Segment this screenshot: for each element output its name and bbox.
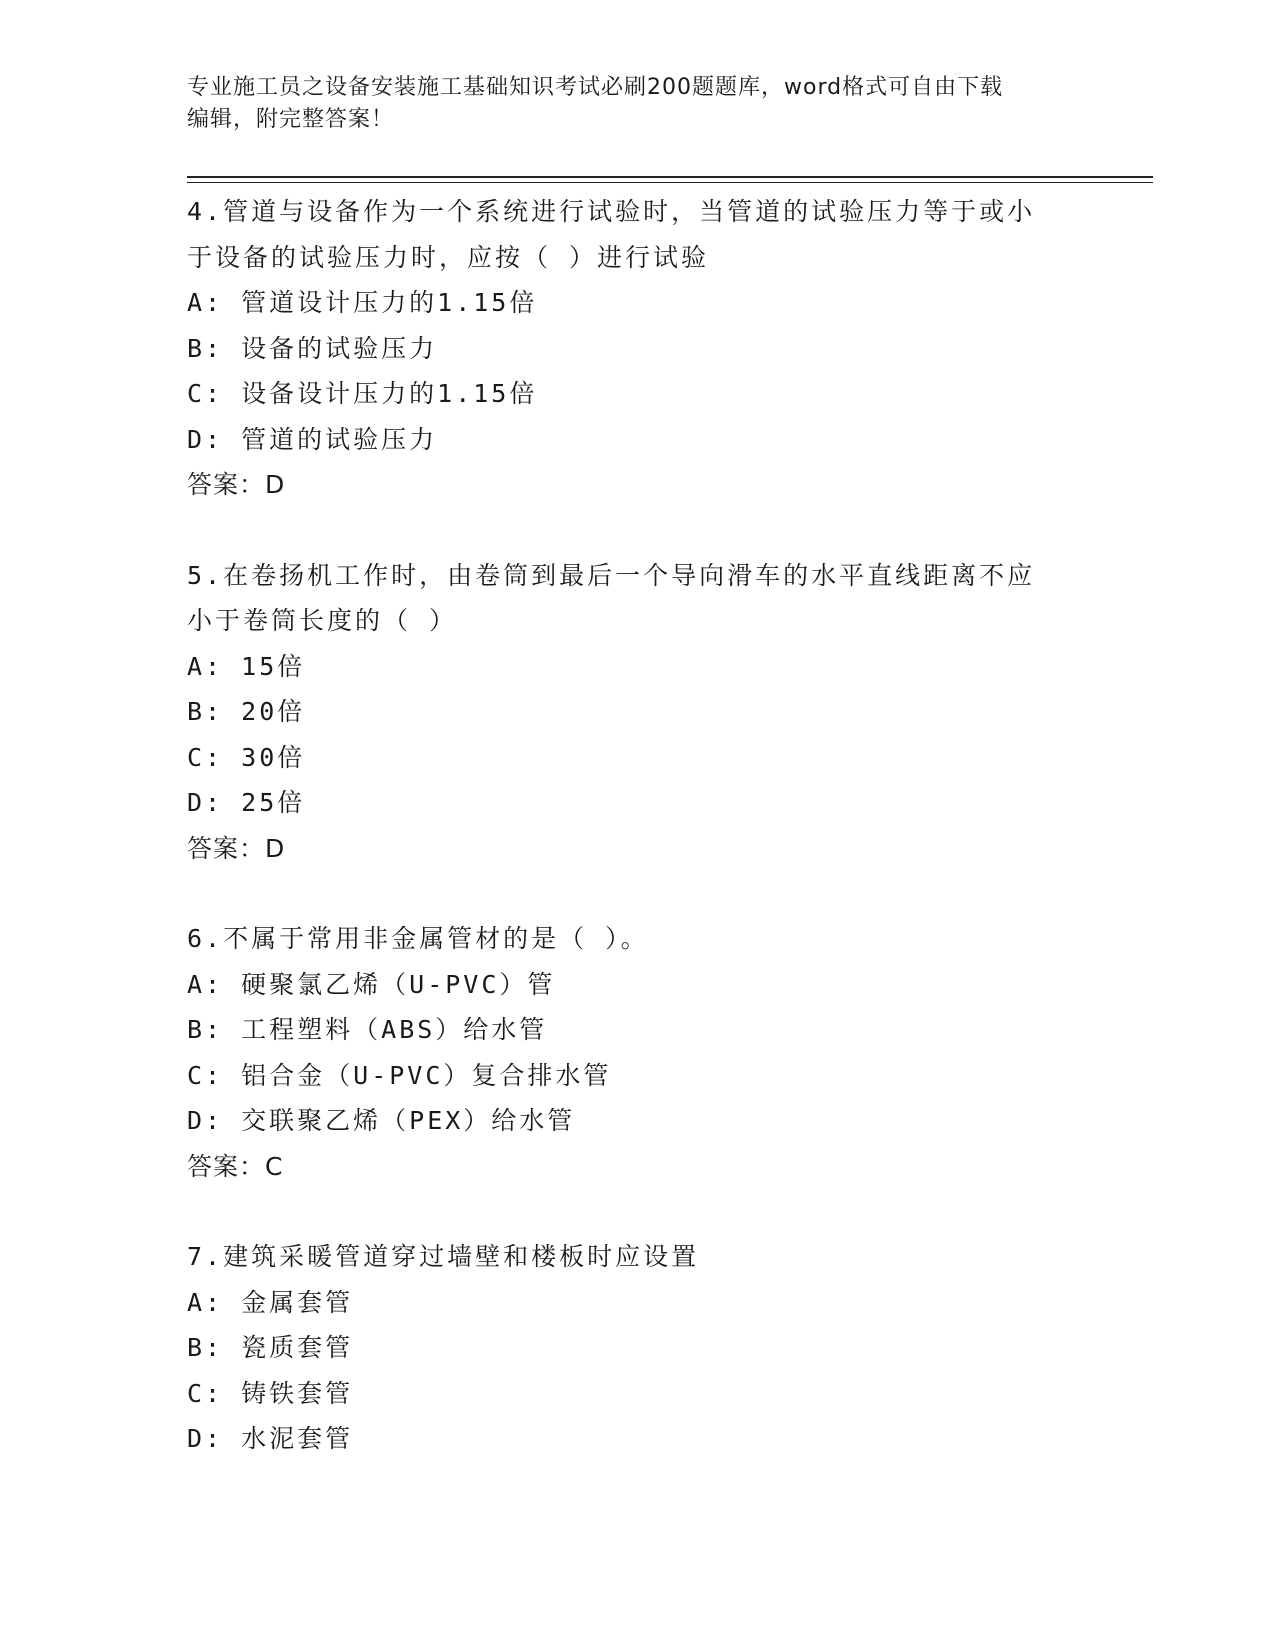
- question-list: [187, 189, 1067, 1507]
- answer-line: 答案：C: [187, 1151, 284, 1181]
- option-a: A: 15倍: [187, 651, 306, 681]
- header-divider-thin: [187, 182, 1153, 183]
- option-c: C: 30倍: [187, 742, 306, 772]
- option-d: D: 水泥套管: [187, 1424, 354, 1453]
- header-title-line-2: 编辑，附完整答案！: [187, 107, 395, 132]
- question-7: [187, 1234, 1067, 1462]
- option-c: C: 设备设计压力的1.15倍: [187, 379, 538, 408]
- option-d: D: 25倍: [187, 788, 306, 817]
- option-d: D: 管道的试验压力: [187, 424, 438, 454]
- option-c: C: 铸铁套管: [187, 1378, 354, 1408]
- option-d: D: 交联聚乙烯（PEX）给水管: [187, 1106, 576, 1135]
- question-5: [187, 553, 1067, 872]
- question-4: [187, 189, 1067, 508]
- option-b: B: 瓷质套管: [187, 1333, 354, 1362]
- option-a: A: 金属套管: [187, 1287, 354, 1317]
- answer-line: 答案：D: [187, 833, 286, 863]
- option-a: A: 硬聚氯乙烯（U-PVC）管: [187, 969, 556, 999]
- header-title-line-1: 专业施工员之设备安装施工基础知识考试必刷200题题库，word格式可自由下载: [187, 75, 1004, 100]
- question-stem-line: 4.管道与设备作为一个系统进行试验时，当管道的试验压力等于或小: [187, 197, 1036, 226]
- option-c: C: 铝合金（U-PVC）复合排水管: [187, 1060, 612, 1090]
- question-stem-line: 6.不属于常用非金属管材的是（ ）。: [187, 924, 649, 953]
- answer-line: 答案：D: [187, 470, 286, 499]
- document-header: [187, 72, 1067, 136]
- question-stem-line: 5.在卷扬机工作时，由卷筒到最后一个导向滑车的水平直线距离不应: [187, 560, 1036, 590]
- question-6: [187, 916, 1067, 1189]
- question-stem-line: 于设备的试验压力时，应按（ ）进行试验: [187, 242, 710, 272]
- option-b: B: 工程塑料（ABS）给水管: [187, 1015, 548, 1044]
- question-stem-line: 7.建筑采暖管道穿过墙壁和楼板时应设置: [187, 1242, 700, 1271]
- option-a: A: 管道设计压力的1.15倍: [187, 288, 538, 317]
- option-b: B: 设备的试验压力: [187, 333, 438, 363]
- header-divider-thick: [187, 176, 1153, 178]
- question-stem-line: 小于卷筒长度的（ ）: [187, 606, 458, 635]
- option-b: B: 20倍: [187, 697, 306, 726]
